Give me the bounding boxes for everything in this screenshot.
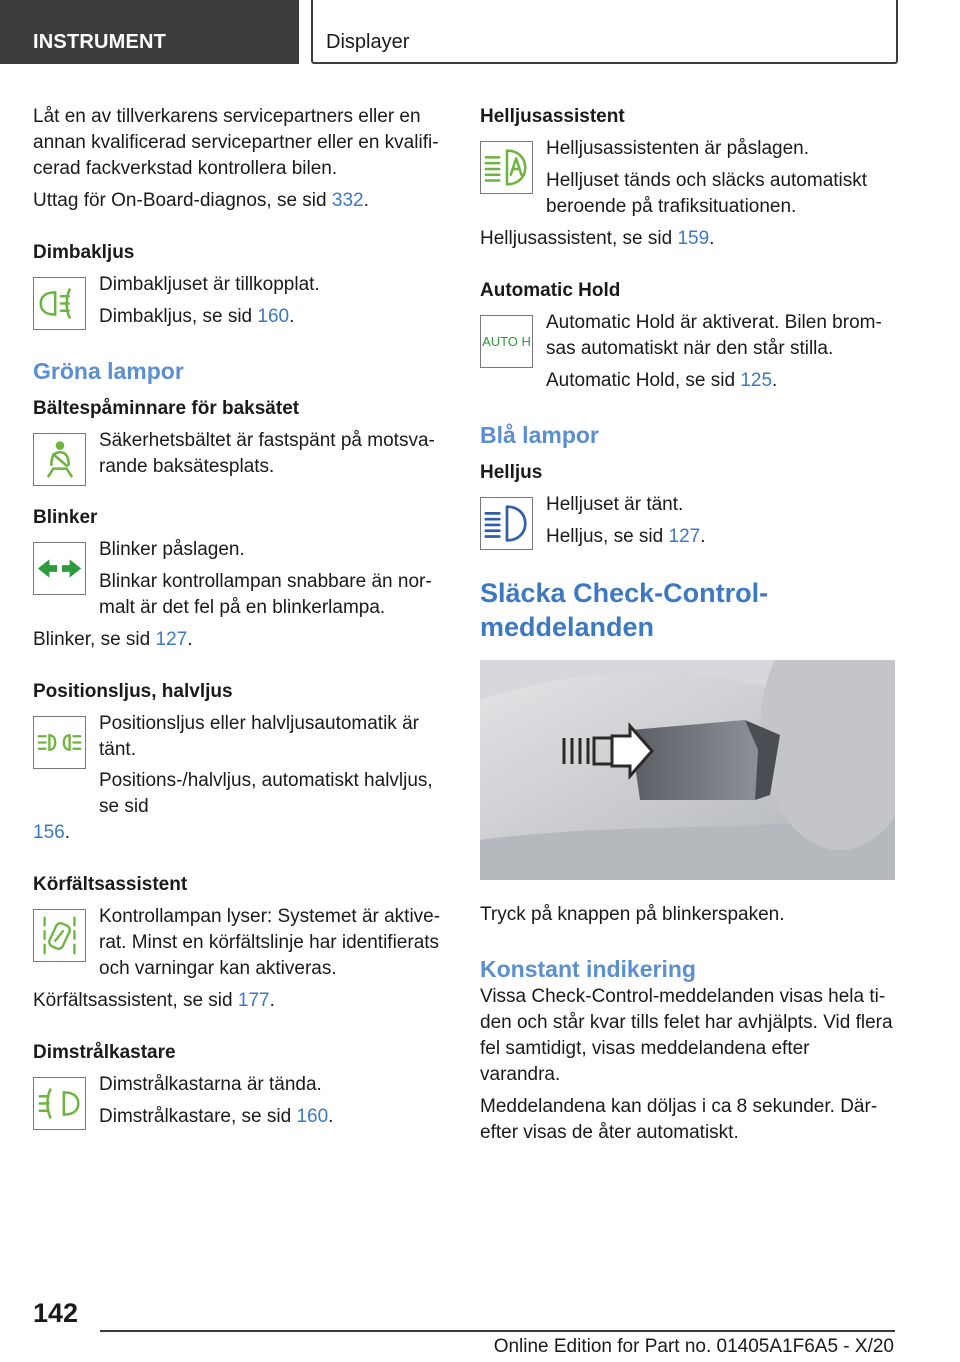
left-column	[33, 104, 443, 1136]
position-entry	[33, 711, 443, 768]
belt-text: Säkerhetsbältet är fastspänt på motsvarande baksätesplats.	[99, 430, 435, 477]
photo-caption: Tryck på knappen på blinkerspaken.	[480, 904, 785, 925]
lane-text: Kontrollampan lyser: Systemet är aktiverat. Minst en körfältslinje har identifierats och varningar kan aktiveras.	[99, 906, 441, 979]
dimbakljus-text: Dimbakljuset är tillkopplat.	[99, 274, 320, 295]
dimbakljus-entry	[33, 272, 443, 330]
high-beam-assistant-icon	[480, 141, 533, 194]
blinker-text1: Blinker påslagen.	[99, 539, 245, 560]
blinker-entry	[33, 537, 443, 621]
intro-paragraph: Låt en av tillverkarens servicepartners eller en annan kvalificerad servicepartner eller en kvalificerad fackverkstad kontrollera bilen.	[33, 106, 439, 179]
fog-entry	[33, 1072, 443, 1130]
page-link[interactable]: 177	[237, 990, 270, 1011]
autohold-title: Automatic Hold	[480, 280, 621, 301]
footer-divider	[100, 1330, 895, 1332]
constant-indication-heading: Konstant indikering	[480, 956, 696, 982]
blue-lamps-heading: Blå lampor	[480, 422, 599, 448]
highbeam-assist-title: Helljusassistent	[480, 106, 625, 127]
edition-text: Online Edition for Part no. 01405A1F6A5 - X/20	[493, 1336, 894, 1357]
lane-entry	[33, 904, 443, 982]
belt-entry	[33, 428, 443, 485]
position-text1: Positionsljus eller halvljusautomatik är tänt.	[99, 713, 419, 760]
high-beam-icon	[480, 497, 533, 550]
blinker-ref: Blinker, se sid 127.	[33, 629, 193, 650]
page-link[interactable]: 160	[257, 306, 290, 327]
right-column	[480, 104, 895, 1152]
highbeam-entry	[480, 492, 895, 550]
chapter-tab	[311, 0, 898, 64]
turn-signal-lever-photo	[480, 660, 895, 880]
obd-reference: Uttag för On-Board-diagnos, se sid 332.	[33, 190, 369, 211]
page-number: 142	[33, 1298, 79, 1328]
green-lamps-heading: Gröna lampor	[33, 358, 184, 384]
auto-hold-icon	[480, 315, 533, 368]
fog-ref: Dimstrålkastare, se sid 160.	[99, 1106, 334, 1127]
belt-title: Bältespåminnare för baksätet	[33, 398, 300, 419]
page-link[interactable]: 125	[740, 370, 773, 391]
lane-assist-icon	[33, 909, 86, 962]
page-link[interactable]: 156	[33, 822, 65, 843]
lane-title: Körfältsassistent	[33, 874, 188, 895]
page-link[interactable]: 159	[677, 228, 710, 249]
fog-title: Dimstrålkastare	[33, 1042, 176, 1063]
fog-text: Dimstrålkastarna är tända.	[99, 1074, 322, 1095]
constant-text-2: Meddelandena kan döljas i ca 8 sekunder. Därefter visas de åter automatiskt.	[480, 1096, 878, 1143]
autohold-entry	[480, 310, 895, 394]
front-fog-light-icon	[33, 1077, 86, 1130]
dimbakljus-title: Dimbakljus	[33, 242, 135, 263]
dimbakljus-ref: Dimbakljus, se sid 160.	[99, 306, 295, 327]
position-ref: 156.	[33, 822, 70, 843]
constant-text-1: Vissa Check-Control-meddelanden visas hela tiden och står kvar tills felet har avhjälpts. Vid flera fel samtidigt, visas meddelandena efter varandra.	[480, 986, 893, 1085]
highbeam-assist-ref: Helljusassistent, se sid 159.	[480, 228, 715, 249]
blinker-text2: Blinkar kontrollampan snabbare än normalt är det fel på en blinkerlampa.	[99, 571, 432, 618]
section-tab	[0, 0, 299, 64]
rear-fog-light-icon	[33, 277, 86, 330]
auto-hold-icon-text: AUTO H	[482, 333, 531, 349]
highbeam-assist-text1: Helljusassistenten är påslagen.	[546, 138, 809, 159]
page-link[interactable]: 332	[331, 190, 364, 211]
blinker-title: Blinker	[33, 507, 98, 528]
position-text2-a: Positions-/halvljus, automatiskt halvljus, se sid	[99, 770, 433, 817]
page-link[interactable]: 127	[668, 526, 701, 547]
highbeam-text: Helljuset är tänt.	[546, 494, 684, 515]
highbeam-assist-entry	[480, 136, 895, 220]
position-title: Positionsljus, halvljus	[33, 681, 233, 702]
lane-ref: Körfältsassistent, se sid 177.	[33, 990, 275, 1011]
turn-signal-arrows-icon	[33, 542, 86, 595]
highbeam-ref: Helljus, se sid 127.	[546, 526, 706, 547]
chapter-title: Displayer	[326, 31, 410, 53]
autohold-ref: Automatic Hold, se sid 125.	[546, 370, 778, 391]
position-light-icon	[33, 716, 86, 769]
check-control-heading: Släcka Check-Control-meddelanden	[480, 578, 769, 642]
page-link[interactable]: 127	[155, 629, 188, 650]
seatbelt-icon	[33, 433, 86, 486]
highbeam-assist-text2: Helljuset tänds och släcks automatiskt beroende på trafiksituationen.	[546, 170, 868, 217]
section-title: INSTRUMENT	[33, 31, 167, 53]
page-link[interactable]: 160	[296, 1106, 329, 1127]
highbeam-title: Helljus	[480, 462, 543, 483]
autohold-text: Automatic Hold är aktiverat. Bilen bromsas automatiskt när den står stilla.	[546, 312, 882, 359]
